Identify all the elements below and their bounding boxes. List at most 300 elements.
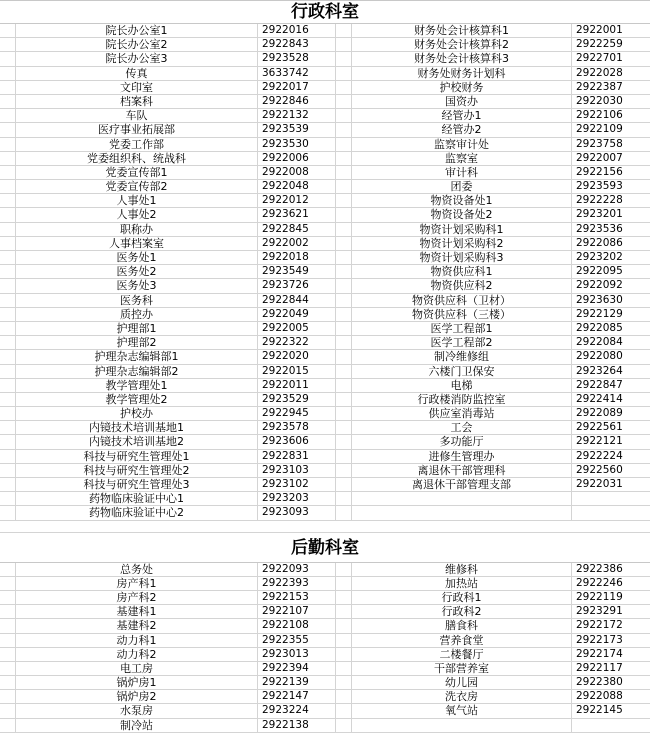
phone-number-cell[interactable]: 2922138 bbox=[258, 719, 336, 732]
phone-number-cell[interactable]: 2922145 bbox=[576, 704, 623, 717]
empty-cell[interactable] bbox=[0, 308, 16, 321]
empty-cell[interactable] bbox=[0, 52, 16, 65]
phone-number-cell[interactable]: 2923758 bbox=[576, 137, 623, 150]
empty-cell[interactable] bbox=[336, 152, 352, 165]
table-row bbox=[0, 350, 650, 364]
phone-number-cell[interactable]: 2922847 bbox=[576, 378, 623, 391]
department-name-cell[interactable]: 教学管理处1 bbox=[16, 379, 258, 392]
empty-cell[interactable] bbox=[0, 563, 16, 576]
department-name-cell[interactable]: 物资供应科2 bbox=[352, 279, 572, 292]
empty-cell[interactable] bbox=[0, 506, 16, 519]
empty-cell[interactable] bbox=[0, 577, 16, 590]
department-name-cell[interactable]: 档案科 bbox=[16, 95, 258, 108]
department-name-cell[interactable]: 医疗事业拓展部 bbox=[16, 123, 258, 136]
department-name-cell[interactable]: 教学管理处2 bbox=[16, 393, 258, 406]
department-name-cell[interactable]: 基建科1 bbox=[16, 605, 258, 618]
department-name-cell[interactable]: 锅炉房1 bbox=[16, 676, 258, 689]
table-row bbox=[0, 577, 650, 591]
department-name-cell[interactable]: 传真 bbox=[16, 67, 258, 80]
phone-number-cell[interactable]: 2922106 bbox=[576, 109, 623, 122]
department-name-cell[interactable]: 锅炉房2 bbox=[16, 690, 258, 703]
phone-number-cell[interactable]: 2922846 bbox=[258, 95, 336, 108]
department-name-cell[interactable]: 党委宣传部2 bbox=[16, 180, 258, 193]
empty-cell[interactable] bbox=[336, 379, 352, 392]
phone-number-cell[interactable]: 2922561 bbox=[576, 421, 623, 434]
empty-cell[interactable] bbox=[0, 194, 16, 207]
table-row bbox=[0, 619, 650, 633]
phone-number-cell[interactable]: 2922119 bbox=[576, 590, 623, 603]
department-name-cell[interactable]: 物资设备处2 bbox=[352, 208, 572, 221]
table-row bbox=[0, 123, 650, 137]
table-row bbox=[0, 294, 650, 308]
department-name-cell[interactable]: 医学工程部2 bbox=[352, 336, 572, 349]
table-row bbox=[0, 478, 650, 492]
phone-number-cell[interactable]: 2923202 bbox=[576, 251, 623, 263]
phone-number-cell[interactable]: 2922156 bbox=[576, 165, 623, 178]
phone-number-cell[interactable]: 2922172 bbox=[576, 619, 623, 632]
phone-number-cell[interactable]: 2923224 bbox=[258, 704, 336, 717]
phone-number-cell[interactable]: 2922246 bbox=[576, 576, 623, 589]
phone-number-cell[interactable]: 2922109 bbox=[576, 123, 623, 136]
department-name-cell[interactable]: 物资供应科（卫材） bbox=[352, 294, 572, 307]
department-name-cell[interactable]: 离退休干部管理科 bbox=[352, 464, 572, 477]
empty-cell[interactable] bbox=[0, 421, 16, 434]
phone-number-cell[interactable]: 2922132 bbox=[258, 109, 336, 122]
department-name-cell[interactable]: 药物临床验证中心2 bbox=[16, 506, 258, 519]
department-name-cell[interactable]: 人事档案室 bbox=[16, 237, 258, 250]
empty-cell[interactable] bbox=[0, 123, 16, 136]
department-name-cell[interactable]: 房产科1 bbox=[16, 577, 258, 590]
department-name-cell[interactable]: 财务处会计核算科3 bbox=[352, 52, 572, 65]
empty-cell[interactable] bbox=[0, 393, 16, 406]
phone-number-cell[interactable]: 2923203 bbox=[258, 492, 336, 505]
phone-number-cell[interactable]: 2923291 bbox=[576, 605, 623, 618]
phone-number-cell[interactable]: 2922084 bbox=[576, 336, 623, 349]
department-name-cell[interactable]: 制冷维修组 bbox=[352, 350, 572, 363]
department-name-cell[interactable]: 监察室 bbox=[352, 152, 572, 165]
phone-number-cell[interactable]: 2922001 bbox=[576, 24, 623, 36]
empty-cell[interactable] bbox=[336, 634, 352, 647]
department-name-cell[interactable]: 物资计划采购科3 bbox=[352, 251, 572, 264]
table-row bbox=[0, 690, 650, 704]
department-name-cell[interactable]: 国资办 bbox=[352, 95, 572, 108]
phone-number-cell[interactable]: 2922322 bbox=[258, 336, 336, 349]
empty-cell[interactable] bbox=[336, 407, 352, 420]
department-name-cell[interactable]: 职称办 bbox=[16, 223, 258, 236]
department-name-cell[interactable]: 人事处1 bbox=[16, 194, 258, 207]
empty-cell[interactable] bbox=[0, 619, 16, 632]
department-name-cell[interactable]: 护校财务 bbox=[352, 81, 572, 94]
empty-cell[interactable] bbox=[336, 279, 352, 292]
empty-cell[interactable] bbox=[0, 704, 16, 717]
empty-cell[interactable] bbox=[336, 336, 352, 349]
empty-cell[interactable] bbox=[336, 308, 352, 321]
empty-cell[interactable] bbox=[336, 506, 352, 519]
empty-cell[interactable] bbox=[0, 365, 16, 378]
phone-number-cell[interactable]: 2922005 bbox=[258, 322, 336, 335]
phone-number-cell[interactable]: 2923013 bbox=[258, 648, 336, 661]
department-name-cell[interactable]: 营养食堂 bbox=[352, 634, 572, 647]
department-name-cell[interactable]: 院长办公室1 bbox=[16, 24, 258, 37]
empty-cell[interactable] bbox=[336, 435, 352, 448]
empty-cell[interactable] bbox=[336, 478, 352, 491]
phone-number-cell[interactable]: 2922012 bbox=[258, 194, 336, 207]
department-name-cell[interactable]: 物资计划采购科1 bbox=[352, 223, 572, 236]
phone-number-cell[interactable]: 2922117 bbox=[576, 661, 623, 674]
department-name-cell[interactable]: 药物临床验证中心1 bbox=[16, 492, 258, 505]
phone-number-cell[interactable]: 2923528 bbox=[258, 52, 336, 65]
empty-cell[interactable] bbox=[336, 194, 352, 207]
empty-cell[interactable] bbox=[0, 109, 16, 122]
department-name-cell[interactable]: 物资设备处1 bbox=[352, 194, 572, 207]
department-name-cell[interactable]: 干部营养室 bbox=[352, 662, 572, 675]
empty-cell[interactable] bbox=[0, 690, 16, 703]
empty-cell[interactable] bbox=[0, 322, 16, 335]
empty-cell[interactable] bbox=[336, 350, 352, 363]
department-name-cell[interactable]: 财务处会计核算科1 bbox=[352, 24, 572, 37]
empty-cell[interactable] bbox=[0, 166, 16, 179]
phone-number-cell[interactable]: 2922092 bbox=[576, 279, 623, 292]
department-name-cell[interactable]: 护校办 bbox=[16, 407, 258, 420]
empty-cell[interactable] bbox=[336, 450, 352, 463]
phone-number-cell[interactable]: 2923264 bbox=[576, 364, 623, 377]
empty-cell[interactable] bbox=[336, 563, 352, 576]
empty-cell[interactable] bbox=[0, 676, 16, 689]
empty-cell[interactable] bbox=[0, 180, 16, 193]
department-name-cell[interactable]: 物资计划采购科2 bbox=[352, 237, 572, 250]
empty-cell[interactable] bbox=[0, 81, 16, 94]
empty-cell[interactable] bbox=[0, 138, 16, 151]
phone-number-cell[interactable]: 2923103 bbox=[258, 464, 336, 477]
empty-cell[interactable] bbox=[336, 237, 352, 250]
department-name-cell[interactable]: 科技与研究生管理处1 bbox=[16, 450, 258, 463]
phone-number-cell[interactable]: 2922121 bbox=[576, 435, 623, 448]
department-name-cell[interactable]: 水泵房 bbox=[16, 704, 258, 717]
empty-cell[interactable] bbox=[336, 223, 352, 236]
phone-number-cell[interactable]: 2923726 bbox=[258, 279, 336, 292]
empty-cell[interactable] bbox=[336, 166, 352, 179]
empty-cell[interactable] bbox=[336, 605, 352, 618]
department-name-cell[interactable]: 进修生管理办 bbox=[352, 450, 572, 463]
department-name-cell[interactable]: 院长办公室2 bbox=[16, 38, 258, 51]
empty-cell[interactable] bbox=[336, 421, 352, 434]
phone-number-cell[interactable]: 2922108 bbox=[258, 619, 336, 632]
department-name-cell[interactable]: 人事处2 bbox=[16, 208, 258, 221]
phone-number-cell[interactable]: 2922006 bbox=[258, 152, 336, 165]
phone-number-cell[interactable]: 2922387 bbox=[576, 80, 623, 93]
phone-number-cell[interactable]: 2922355 bbox=[258, 634, 336, 647]
phone-number-cell[interactable]: 2923539 bbox=[258, 123, 336, 136]
empty-cell[interactable] bbox=[0, 294, 16, 307]
empty-cell[interactable] bbox=[336, 704, 352, 717]
table-row bbox=[0, 109, 650, 123]
phone-number-cell[interactable]: 2922174 bbox=[576, 647, 623, 660]
empty-cell[interactable] bbox=[0, 251, 16, 264]
empty-cell[interactable] bbox=[0, 95, 16, 108]
phone-number-cell[interactable]: 2922007 bbox=[576, 151, 623, 164]
phone-number-cell[interactable]: 2922089 bbox=[576, 407, 623, 420]
empty-cell[interactable] bbox=[336, 67, 352, 80]
empty-cell[interactable] bbox=[0, 634, 16, 647]
empty-cell[interactable] bbox=[336, 393, 352, 406]
phone-number-cell[interactable]: 2923621 bbox=[258, 208, 336, 221]
empty-cell[interactable] bbox=[0, 648, 16, 661]
table-row bbox=[0, 279, 650, 293]
phone-number-cell[interactable]: 2923529 bbox=[258, 393, 336, 406]
empty-cell[interactable] bbox=[336, 690, 352, 703]
department-name-cell[interactable]: 行政科1 bbox=[352, 591, 572, 604]
department-name-cell[interactable]: 团委 bbox=[352, 180, 572, 193]
department-name-cell[interactable]: 洗衣房 bbox=[352, 690, 572, 703]
empty-cell[interactable] bbox=[336, 265, 352, 278]
phone-number-cell[interactable]: 2922139 bbox=[258, 676, 336, 689]
table-row bbox=[0, 492, 650, 506]
phone-number-cell[interactable]: 2922107 bbox=[258, 605, 336, 618]
phone-number-cell[interactable]: 2923536 bbox=[576, 222, 623, 235]
phone-number-cell[interactable]: 2922080 bbox=[576, 350, 623, 363]
empty-cell[interactable] bbox=[336, 24, 352, 37]
empty-cell[interactable] bbox=[336, 38, 352, 51]
department-name-cell[interactable]: 膳食科 bbox=[352, 619, 572, 632]
empty-cell[interactable] bbox=[0, 719, 16, 732]
department-name-cell[interactable]: 行政楼消防监控室 bbox=[352, 393, 572, 406]
table-row bbox=[0, 506, 650, 520]
phone-number-cell[interactable] bbox=[572, 492, 650, 505]
department-name-cell[interactable]: 医学工程部1 bbox=[352, 322, 572, 335]
phone-number-cell[interactable]: 2922224 bbox=[576, 449, 623, 462]
phone-number-cell[interactable] bbox=[572, 506, 650, 519]
department-name-cell[interactable]: 六楼门卫保安 bbox=[352, 365, 572, 378]
empty-cell[interactable] bbox=[336, 676, 352, 689]
department-name-cell[interactable]: 行政科2 bbox=[352, 605, 572, 618]
phone-number-cell[interactable]: 2922173 bbox=[576, 633, 623, 646]
phone-number-cell[interactable]: 2922020 bbox=[258, 350, 336, 363]
phone-number-cell[interactable]: 2923578 bbox=[258, 421, 336, 434]
phone-number-cell[interactable]: 2922015 bbox=[258, 365, 336, 378]
phone-number-cell[interactable] bbox=[572, 719, 650, 732]
department-name-cell[interactable]: 基建科2 bbox=[16, 619, 258, 632]
empty-cell[interactable] bbox=[0, 67, 16, 80]
department-name-cell[interactable]: 经管办1 bbox=[352, 109, 572, 122]
empty-cell[interactable] bbox=[0, 223, 16, 236]
department-name-cell[interactable]: 护理杂志编辑部2 bbox=[16, 365, 258, 378]
empty-cell[interactable] bbox=[336, 619, 352, 632]
department-name-cell[interactable]: 党委组织科、统战科 bbox=[16, 152, 258, 165]
department-name-cell[interactable]: 经管办2 bbox=[352, 123, 572, 136]
empty-cell[interactable] bbox=[0, 336, 16, 349]
table-row bbox=[0, 223, 650, 237]
phone-number-cell[interactable]: 2923530 bbox=[258, 138, 336, 151]
phone-number-cell[interactable]: 2922086 bbox=[576, 236, 623, 249]
department-name-cell[interactable]: 车队 bbox=[16, 109, 258, 122]
phone-number-cell[interactable]: 2922048 bbox=[258, 180, 336, 193]
empty-cell[interactable] bbox=[336, 322, 352, 335]
empty-cell[interactable] bbox=[336, 648, 352, 661]
empty-cell[interactable] bbox=[336, 719, 352, 732]
phone-number-cell[interactable]: 2922085 bbox=[576, 321, 623, 334]
phone-number-cell[interactable]: 2923630 bbox=[576, 293, 623, 306]
phone-number-cell[interactable]: 2922393 bbox=[258, 577, 336, 590]
phone-number-cell[interactable]: 2923606 bbox=[258, 435, 336, 448]
empty-cell[interactable] bbox=[336, 294, 352, 307]
empty-cell[interactable] bbox=[0, 379, 16, 392]
department-name-cell[interactable]: 电梯 bbox=[352, 379, 572, 392]
phone-number-cell[interactable]: 2923201 bbox=[576, 208, 623, 221]
department-name-cell[interactable] bbox=[352, 492, 572, 505]
empty-cell[interactable] bbox=[0, 350, 16, 363]
phone-number-cell[interactable]: 2922386 bbox=[576, 562, 623, 575]
department-name-cell[interactable] bbox=[352, 506, 572, 519]
department-name-cell[interactable]: 供应室消毒站 bbox=[352, 407, 572, 420]
department-name-cell[interactable]: 加热站 bbox=[352, 577, 572, 590]
empty-cell[interactable] bbox=[336, 251, 352, 264]
phone-number-cell[interactable]: 2922845 bbox=[258, 223, 336, 236]
empty-cell[interactable] bbox=[0, 279, 16, 292]
department-name-cell[interactable]: 党委工作部 bbox=[16, 138, 258, 151]
department-name-cell[interactable]: 监察审计处 bbox=[352, 138, 572, 151]
phone-number-cell[interactable]: 2923593 bbox=[576, 180, 623, 193]
empty-cell[interactable] bbox=[0, 237, 16, 250]
department-name-cell[interactable]: 离退休干部管理支部 bbox=[352, 478, 572, 491]
phone-number-cell[interactable]: 2922843 bbox=[258, 38, 336, 51]
department-name-cell[interactable]: 医务处1 bbox=[16, 251, 258, 264]
phone-number-cell[interactable]: 2922394 bbox=[258, 662, 336, 675]
empty-cell[interactable] bbox=[0, 605, 16, 618]
department-name-cell[interactable]: 幼儿园 bbox=[352, 676, 572, 689]
department-name-cell[interactable]: 科技与研究生管理处3 bbox=[16, 478, 258, 491]
empty-cell[interactable] bbox=[336, 208, 352, 221]
empty-cell[interactable] bbox=[336, 492, 352, 505]
empty-cell[interactable] bbox=[336, 591, 352, 604]
department-name-cell[interactable]: 内镜技术培训基地2 bbox=[16, 435, 258, 448]
department-name-cell[interactable]: 财务处会计核算科2 bbox=[352, 38, 572, 51]
phone-number-cell[interactable]: 2922129 bbox=[576, 307, 623, 320]
department-name-cell[interactable]: 动力科2 bbox=[16, 648, 258, 661]
phone-number-cell[interactable]: 2922945 bbox=[258, 407, 336, 420]
phone-number-cell[interactable]: 2922049 bbox=[258, 308, 336, 321]
phone-number-cell[interactable]: 2922011 bbox=[258, 379, 336, 392]
department-name-cell[interactable]: 文印室 bbox=[16, 81, 258, 94]
department-name-cell[interactable]: 制冷站 bbox=[16, 719, 258, 732]
department-name-cell[interactable]: 房产科2 bbox=[16, 591, 258, 604]
phone-number-cell[interactable]: 2922147 bbox=[258, 690, 336, 703]
phone-number-cell[interactable]: 2922093 bbox=[258, 563, 336, 576]
phone-number-cell[interactable]: 2922008 bbox=[258, 166, 336, 179]
department-name-cell[interactable]: 电工房 bbox=[16, 662, 258, 675]
empty-cell[interactable] bbox=[336, 662, 352, 675]
empty-cell[interactable] bbox=[0, 464, 16, 477]
department-name-cell[interactable]: 物资供应科（三楼） bbox=[352, 308, 572, 321]
empty-cell[interactable] bbox=[0, 478, 16, 491]
phone-number-cell[interactable]: 2922028 bbox=[576, 66, 623, 79]
empty-cell[interactable] bbox=[336, 52, 352, 65]
phone-number-cell[interactable]: 2922259 bbox=[576, 38, 623, 51]
department-name-cell[interactable]: 氧气站 bbox=[352, 704, 572, 717]
empty-cell[interactable] bbox=[0, 152, 16, 165]
department-name-cell[interactable]: 党委宣传部1 bbox=[16, 166, 258, 179]
empty-cell[interactable] bbox=[336, 95, 352, 108]
empty-cell[interactable] bbox=[336, 464, 352, 477]
phone-number-cell[interactable]: 2922228 bbox=[576, 194, 623, 207]
phone-number-cell[interactable]: 2922153 bbox=[258, 591, 336, 604]
phone-number-cell[interactable]: 2922414 bbox=[576, 392, 623, 405]
empty-cell[interactable] bbox=[0, 591, 16, 604]
phone-number-cell[interactable]: 2922701 bbox=[576, 52, 623, 65]
table-row bbox=[0, 365, 650, 379]
department-name-cell[interactable] bbox=[352, 719, 572, 732]
phone-number-cell[interactable]: 2922831 bbox=[258, 450, 336, 463]
department-name-cell[interactable]: 护理杂志编辑部1 bbox=[16, 350, 258, 363]
department-name-cell[interactable]: 医务处2 bbox=[16, 265, 258, 278]
table-row bbox=[0, 605, 650, 619]
department-name-cell[interactable]: 内镜技术培训基地1 bbox=[16, 421, 258, 434]
empty-cell[interactable] bbox=[0, 24, 16, 37]
phone-number-cell[interactable]: 2922018 bbox=[258, 251, 336, 264]
empty-cell[interactable] bbox=[0, 38, 16, 51]
department-name-cell[interactable]: 多功能厅 bbox=[352, 435, 572, 448]
department-name-cell[interactable]: 物资供应科1 bbox=[352, 265, 572, 278]
empty-cell[interactable] bbox=[0, 265, 16, 278]
empty-cell[interactable] bbox=[336, 180, 352, 193]
empty-cell[interactable] bbox=[336, 109, 352, 122]
phone-number-cell[interactable]: 2922002 bbox=[258, 237, 336, 250]
phone-number-cell[interactable]: 2922017 bbox=[258, 81, 336, 94]
phone-number-cell[interactable]: 2923093 bbox=[258, 506, 336, 519]
department-name-cell[interactable]: 动力科1 bbox=[16, 634, 258, 647]
department-name-cell[interactable]: 工会 bbox=[352, 421, 572, 434]
empty-cell[interactable] bbox=[336, 365, 352, 378]
table-row bbox=[0, 24, 650, 38]
department-name-cell[interactable]: 医务处3 bbox=[16, 279, 258, 292]
empty-cell[interactable] bbox=[0, 662, 16, 675]
department-name-cell[interactable]: 院长办公室3 bbox=[16, 52, 258, 65]
department-name-cell[interactable]: 质控办 bbox=[16, 308, 258, 321]
phone-number-cell[interactable]: 2922095 bbox=[576, 265, 623, 278]
phone-number-cell[interactable]: 2922380 bbox=[576, 676, 623, 689]
phone-number-cell[interactable]: 2922560 bbox=[576, 463, 623, 476]
empty-cell[interactable] bbox=[0, 450, 16, 463]
empty-cell[interactable] bbox=[0, 208, 16, 221]
phone-number-cell[interactable]: 2922088 bbox=[576, 690, 623, 703]
department-name-cell[interactable]: 二楼餐厅 bbox=[352, 648, 572, 661]
department-name-cell[interactable]: 护理部2 bbox=[16, 336, 258, 349]
department-name-cell[interactable]: 审计科 bbox=[352, 166, 572, 179]
department-name-cell[interactable]: 护理部1 bbox=[16, 322, 258, 335]
empty-cell[interactable] bbox=[336, 577, 352, 590]
empty-cell[interactable] bbox=[336, 123, 352, 136]
phone-number-cell[interactable]: 2923549 bbox=[258, 265, 336, 278]
empty-cell[interactable] bbox=[0, 435, 16, 448]
table-row bbox=[0, 166, 650, 180]
department-name-cell[interactable]: 总务处 bbox=[16, 563, 258, 576]
phone-number-cell[interactable]: 2923102 bbox=[258, 478, 336, 491]
table-row bbox=[0, 421, 650, 435]
blank-row bbox=[0, 521, 650, 533]
department-name-cell[interactable]: 维修科 bbox=[352, 563, 572, 576]
phone-number-cell[interactable]: 3633742 bbox=[258, 67, 336, 80]
phone-number-cell[interactable]: 2922016 bbox=[258, 24, 336, 37]
department-name-cell[interactable]: 科技与研究生管理处2 bbox=[16, 464, 258, 477]
phone-number-cell[interactable]: 2922030 bbox=[576, 94, 623, 107]
department-name-cell[interactable]: 医务科 bbox=[16, 294, 258, 307]
phone-number-cell[interactable]: 2922031 bbox=[576, 478, 623, 490]
empty-cell[interactable] bbox=[0, 407, 16, 420]
empty-cell[interactable] bbox=[336, 81, 352, 94]
department-name-cell[interactable]: 财务处财务计划科 bbox=[352, 67, 572, 80]
empty-cell[interactable] bbox=[336, 138, 352, 151]
phone-number-cell[interactable]: 2922844 bbox=[258, 294, 336, 307]
empty-cell[interactable] bbox=[0, 492, 16, 505]
